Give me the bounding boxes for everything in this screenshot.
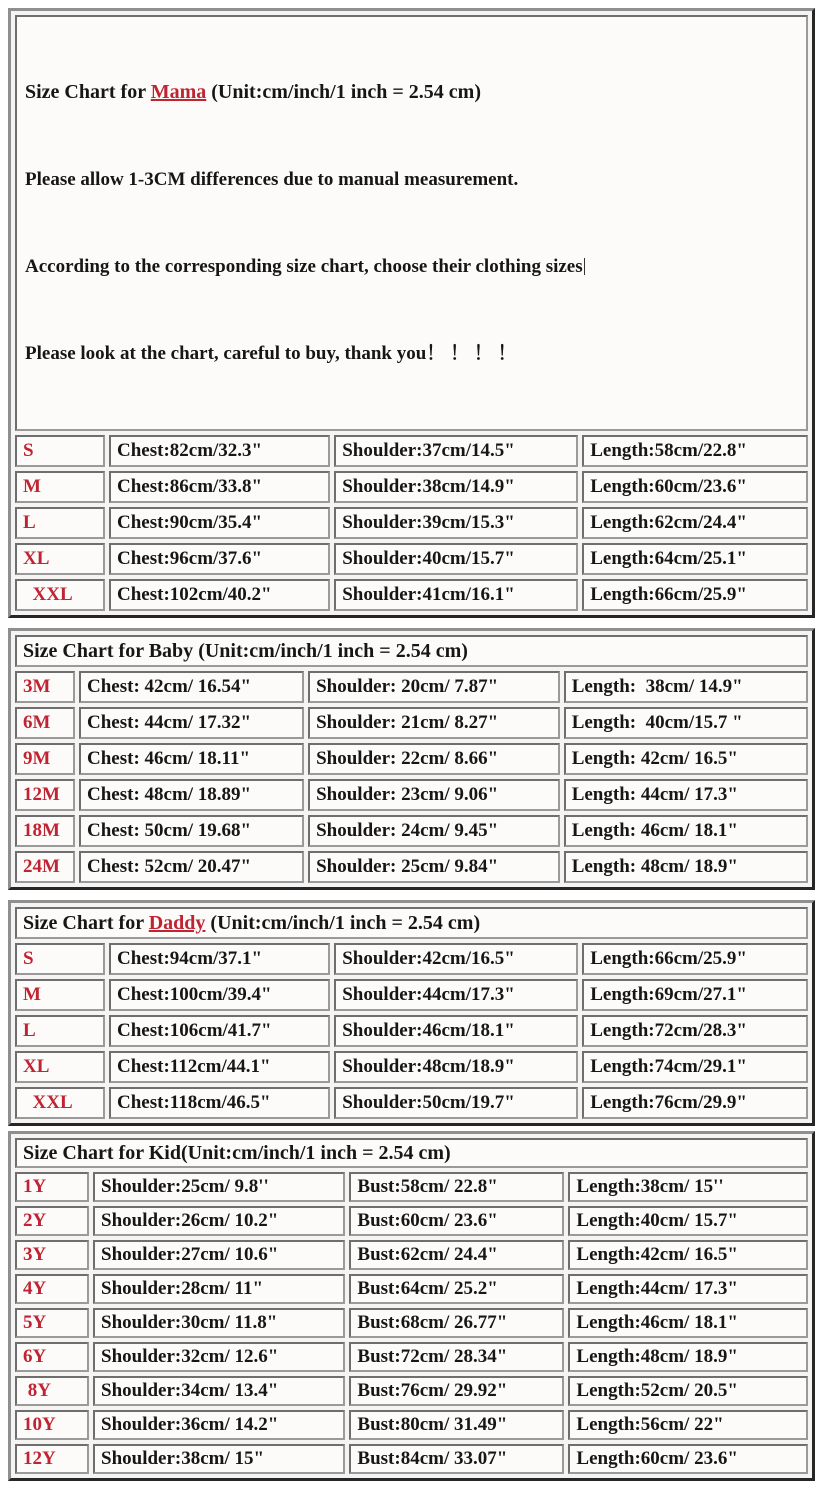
table-row — [15, 1274, 808, 1304]
chest-cell: Chest: 44cm/ 17.32" — [79, 707, 304, 739]
bust-cell: Bust:72cm/ 28.34" — [349, 1342, 564, 1372]
length-cell: Length: 40cm/15.7 " — [564, 707, 808, 739]
length-cell: Length:46cm/ 18.1" — [568, 1308, 808, 1338]
kid-title-prefix: Size Chart for — [23, 1142, 149, 1164]
kid-title-suffix: (Unit:cm/inch/1 inch = 2.54 cm) — [180, 1142, 451, 1164]
note-measurement-tolerance: Please allow 1-3CM differences due to manual measurement. — [25, 169, 519, 190]
shoulder-cell: Shoulder:32cm/ 12.6" — [93, 1342, 345, 1372]
table-row — [15, 579, 808, 611]
size-cell: 1Y — [15, 1172, 89, 1202]
length-cell: Length:58cm/22.8" — [582, 435, 808, 467]
note-choose-sizes: According to the corresponding size chart, choose their clothing sizes — [25, 256, 583, 277]
length-cell: Length:48cm/ 18.9" — [568, 1342, 808, 1372]
size-cell: 12M — [15, 779, 75, 811]
length-cell: Length: 38cm/ 14.9" — [564, 671, 808, 703]
shoulder-cell: Shoulder: 20cm/ 7.87" — [308, 671, 560, 703]
mama-title-suffix: (Unit:cm/inch/1 inch = 2.54 cm) — [206, 81, 481, 103]
table-row — [15, 507, 808, 539]
length-cell: Length:56cm/ 22" — [568, 1410, 808, 1440]
table-row — [15, 707, 808, 739]
length-cell: Length:76cm/29.9" — [582, 1087, 808, 1119]
shoulder-cell: Shoulder:42cm/16.5" — [334, 943, 578, 975]
shoulder-cell: Shoulder:34cm/ 13.4" — [93, 1376, 345, 1406]
length-cell: Length:44cm/ 17.3" — [568, 1274, 808, 1304]
daddy-title-prefix: Size Chart for — [23, 912, 149, 934]
size-cell: M — [15, 471, 105, 503]
length-cell: Length:64cm/25.1" — [582, 543, 808, 575]
chest-cell: Chest: 46cm/ 18.11" — [79, 743, 304, 775]
mama-section-title — [25, 78, 798, 107]
length-cell: Length:60cm/23.6" — [582, 471, 808, 503]
chest-cell: Chest:102cm/40.2" — [109, 579, 330, 611]
size-cell: S — [15, 435, 105, 467]
table-row — [15, 943, 808, 975]
table-row — [15, 1376, 808, 1406]
chest-cell: Chest:94cm/37.1" — [109, 943, 330, 975]
size-cell: 6M — [15, 707, 75, 739]
bust-cell: Bust:84cm/ 33.07" — [349, 1444, 564, 1474]
table-row — [15, 543, 808, 575]
size-cell: XL — [15, 543, 105, 575]
size-cell: XXL — [15, 579, 105, 611]
size-chart-mama-section — [8, 8, 815, 618]
table-row — [15, 815, 808, 847]
shoulder-cell: Shoulder:48cm/18.9" — [334, 1051, 578, 1083]
bust-cell: Bust:58cm/ 22.8" — [349, 1172, 564, 1202]
bust-cell: Bust:76cm/ 29.92" — [349, 1376, 564, 1406]
size-cell: 3M — [15, 671, 75, 703]
table-row — [15, 1051, 808, 1083]
shoulder-cell: Shoulder: 21cm/ 8.27" — [308, 707, 560, 739]
daddy-title-suffix: (Unit:cm/inch/1 inch = 2.54 cm) — [205, 912, 481, 934]
size-chart-daddy-section — [8, 900, 815, 1126]
kid-section-title — [15, 1138, 808, 1168]
table-row — [15, 1172, 808, 1202]
baby-title-name: Baby — [148, 640, 194, 662]
size-cell: 10Y — [15, 1410, 89, 1440]
length-cell: Length: 48cm/ 18.9" — [564, 851, 808, 883]
chest-cell: Chest:96cm/37.6" — [109, 543, 330, 575]
table-row — [15, 779, 808, 811]
size-cell: XXL — [15, 1087, 105, 1119]
length-cell: Length: 46cm/ 18.1" — [564, 815, 808, 847]
length-cell: Length:38cm/ 15'' — [568, 1172, 808, 1202]
chest-cell: Chest: 48cm/ 18.89" — [79, 779, 304, 811]
chest-cell: Chest: 52cm/ 20.47" — [79, 851, 304, 883]
size-cell: 18M — [15, 815, 75, 847]
length-cell: Length:42cm/ 16.5" — [568, 1240, 808, 1270]
chest-cell: Chest:82cm/32.3" — [109, 435, 330, 467]
chest-cell: Chest:112cm/44.1" — [109, 1051, 330, 1083]
table-row — [15, 1410, 808, 1440]
shoulder-cell: Shoulder: 24cm/ 9.45" — [308, 815, 560, 847]
size-cell: 5Y — [15, 1308, 89, 1338]
length-cell: Length:74cm/29.1" — [582, 1051, 808, 1083]
size-cell: L — [15, 1015, 105, 1047]
table-row — [15, 979, 808, 1011]
length-cell: Length:66cm/25.9" — [582, 943, 808, 975]
table-row — [15, 471, 808, 503]
text-cursor — [584, 258, 585, 275]
size-cell: 2Y — [15, 1206, 89, 1236]
shoulder-cell: Shoulder:38cm/ 15" — [93, 1444, 345, 1474]
table-row — [15, 1240, 808, 1270]
mama-title-name: Mama — [150, 81, 207, 103]
shoulder-cell: Shoulder: 25cm/ 9.84" — [308, 851, 560, 883]
chest-cell: Chest:86cm/33.8" — [109, 471, 330, 503]
length-cell: Length:72cm/28.3" — [582, 1015, 808, 1047]
bust-cell: Bust:68cm/ 26.77" — [349, 1308, 564, 1338]
length-cell: Length:52cm/ 20.5" — [568, 1376, 808, 1406]
mama-intro-cell — [15, 15, 808, 431]
table-row — [15, 851, 808, 883]
shoulder-cell: Shoulder:26cm/ 10.2" — [93, 1206, 345, 1236]
bust-cell: Bust:80cm/ 31.49" — [349, 1410, 564, 1440]
shoulder-cell: Shoulder:30cm/ 11.8" — [93, 1308, 345, 1338]
size-chart-baby-section — [8, 628, 815, 890]
bust-cell: Bust:62cm/ 24.4" — [349, 1240, 564, 1270]
shoulder-cell: Shoulder:38cm/14.9" — [334, 471, 578, 503]
daddy-title-name: Daddy — [148, 912, 206, 934]
size-cell: 9M — [15, 743, 75, 775]
table-row — [15, 435, 808, 467]
shoulder-cell: Shoulder:40cm/15.7" — [334, 543, 578, 575]
shoulder-cell: Shoulder:44cm/17.3" — [334, 979, 578, 1011]
shoulder-cell: Shoulder:41cm/16.1" — [334, 579, 578, 611]
table-row — [15, 671, 808, 703]
baby-title-prefix: Size Chart for — [23, 640, 149, 662]
table-row — [15, 1206, 808, 1236]
length-cell: Length: 44cm/ 17.3" — [564, 779, 808, 811]
chest-cell: Chest: 42cm/ 16.54" — [79, 671, 304, 703]
size-cell: 8Y — [15, 1376, 89, 1406]
table-row — [15, 1308, 808, 1338]
length-cell: Length:69cm/27.1" — [582, 979, 808, 1011]
size-cell: L — [15, 507, 105, 539]
shoulder-cell: Shoulder: 23cm/ 9.06" — [308, 779, 560, 811]
size-cell: S — [15, 943, 105, 975]
chest-cell: Chest:100cm/39.4" — [109, 979, 330, 1011]
table-row — [15, 1015, 808, 1047]
table-row — [15, 1087, 808, 1119]
shoulder-cell: Shoulder:46cm/18.1" — [334, 1015, 578, 1047]
length-cell: Length:40cm/ 15.7" — [568, 1206, 808, 1236]
chest-cell: Chest:90cm/35.4" — [109, 507, 330, 539]
chest-cell: Chest: 50cm/ 19.68" — [79, 815, 304, 847]
chest-cell: Chest:106cm/41.7" — [109, 1015, 330, 1047]
kid-title-name: Kid — [148, 1142, 181, 1164]
size-chart-kid-section — [8, 1131, 815, 1481]
size-cell: 12Y — [15, 1444, 89, 1474]
size-cell: 3Y — [15, 1240, 89, 1270]
size-cell: XL — [15, 1051, 105, 1083]
shoulder-cell: Shoulder:27cm/ 10.6" — [93, 1240, 345, 1270]
shoulder-cell: Shoulder:50cm/19.7" — [334, 1087, 578, 1119]
bust-cell: Bust:64cm/ 25.2" — [349, 1274, 564, 1304]
table-row — [15, 743, 808, 775]
shoulder-cell: Shoulder:39cm/15.3" — [334, 507, 578, 539]
size-cell: M — [15, 979, 105, 1011]
length-cell: Length:62cm/24.4" — [582, 507, 808, 539]
length-cell: Length:66cm/25.9" — [582, 579, 808, 611]
baby-section-title — [15, 635, 808, 667]
note-careful-to-buy: Please look at the chart, careful to buy, thank you！ ！ ！ ！ — [25, 343, 517, 364]
shoulder-cell: Shoulder: 22cm/ 8.66" — [308, 743, 560, 775]
shoulder-cell: Shoulder:36cm/ 14.2" — [93, 1410, 345, 1440]
length-cell: Length:60cm/ 23.6" — [568, 1444, 808, 1474]
size-cell: 4Y — [15, 1274, 89, 1304]
mama-title-prefix: Size Chart for — [25, 81, 151, 103]
shoulder-cell: Shoulder:28cm/ 11" — [93, 1274, 345, 1304]
table-row — [15, 1444, 808, 1474]
baby-title-suffix: (Unit:cm/inch/1 inch = 2.54 cm) — [193, 640, 468, 662]
daddy-section-title — [15, 907, 808, 939]
size-cell: 6Y — [15, 1342, 89, 1372]
bust-cell: Bust:60cm/ 23.6" — [349, 1206, 564, 1236]
shoulder-cell: Shoulder:37cm/14.5" — [334, 435, 578, 467]
shoulder-cell: Shoulder:25cm/ 9.8'' — [93, 1172, 345, 1202]
size-cell: 24M — [15, 851, 75, 883]
chest-cell: Chest:118cm/46.5" — [109, 1087, 330, 1119]
length-cell: Length: 42cm/ 16.5" — [564, 743, 808, 775]
table-row — [15, 1342, 808, 1372]
